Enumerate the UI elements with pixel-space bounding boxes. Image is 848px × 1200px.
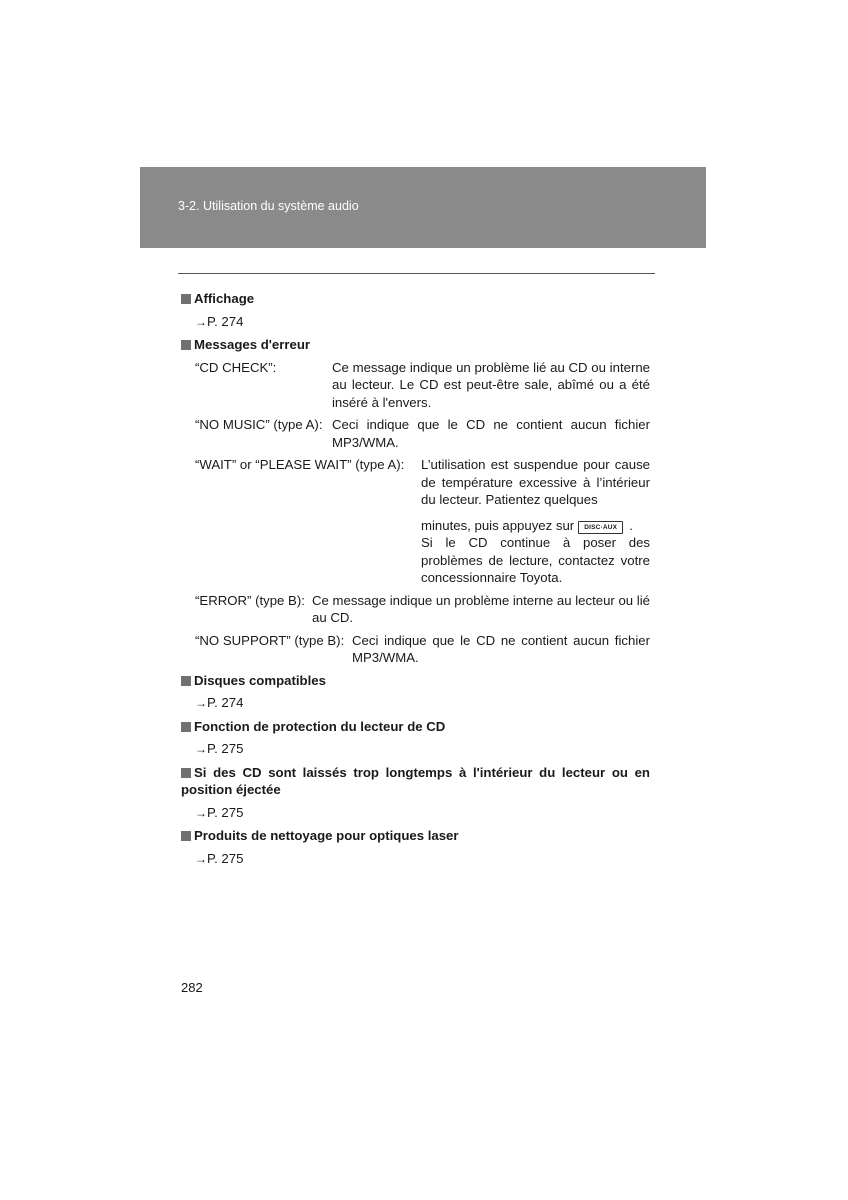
square-bullet-icon (181, 340, 191, 350)
arrow-icon: → (195, 805, 207, 820)
section-affichage (181, 290, 650, 331)
section-title: Si des CD sont laissés trop longtemps à l'intérieur du lecteur ou en position éjectée (181, 764, 650, 797)
error-label: “NO SUPPORT” (type B): (195, 632, 345, 648)
page-reference: →P. 275 (195, 804, 244, 820)
error-description: Ce message indique un problème interne au lecteur ou lié au CD. (312, 592, 650, 625)
error-label: “CD CHECK”: (195, 359, 277, 375)
section-title: Messages d'erreur (194, 337, 311, 352)
error-label: “ERROR” (type B): (195, 592, 305, 608)
arrow-icon: → (195, 696, 207, 710)
page-number: 282 (181, 980, 203, 995)
error-description: Ce message indique un problème lié au CD ou interne au lecteur. Le CD est peut-être sale, abîmé ou a été inséré à l'envers. (332, 359, 650, 410)
square-bullet-icon (181, 722, 191, 732)
error-item-no-support (181, 632, 650, 667)
section-title: Produits de nettoyage pour optiques laser (194, 828, 459, 843)
error-description: minutes, puis appuyez sur (421, 517, 575, 533)
section-title: Fonction de protection du lecteur de CD (194, 718, 446, 734)
error-item-wait: “WAIT” or “PLEASE WAIT” (type A): L’utilisation est suspendue pour cause de température excessive à l’intérieur du lecteur. Patientez quelques minutes, puis appuyez sur DISC·AUX . Si le CD continue à poser des problèmes de lecture, contactez votre concessionnaire Toyota. (195, 457, 650, 585)
arrow-icon: → (195, 742, 207, 756)
arrow-icon: → (195, 851, 207, 866)
square-bullet-icon (181, 676, 191, 686)
section-header-band (140, 167, 706, 248)
section-messages (181, 336, 650, 667)
section-title: Disques compatibles (194, 672, 326, 688)
error-item-cd-check (181, 359, 650, 412)
section-longtemps (181, 764, 650, 823)
page-reference: →P. 274 (195, 695, 244, 710)
divider-rule (178, 273, 655, 274)
error-description: Ceci indique que le CD ne contient aucun fichier MP3/WMA. (352, 632, 650, 665)
section-title: Affichage (194, 291, 255, 306)
disc-aux-button: DISC·AUX (578, 521, 623, 534)
square-bullet-icon (181, 294, 191, 304)
square-bullet-icon (181, 768, 191, 778)
error-item-error (181, 592, 650, 627)
section-protection (181, 718, 650, 759)
page-reference: →P. 274 (195, 313, 244, 329)
section-nettoyage (181, 827, 650, 868)
section-disques (181, 672, 650, 713)
arrow-icon: → (195, 314, 207, 329)
square-bullet-icon (181, 831, 191, 841)
section-header-title: 3-2. Utilisation du système audio (178, 199, 359, 213)
error-label: “WAIT” or “PLEASE WAIT” (type A): (195, 457, 405, 472)
page-content (181, 290, 650, 868)
page-reference: →P. 275 (195, 850, 244, 866)
error-item-no-music (181, 416, 650, 451)
error-description: Ceci indique que le CD ne contient aucun fichier MP3/WMA. (332, 417, 650, 450)
error-description: Si le CD continue à poser des problèmes de lecture, contactez votre concessionnaire Toyota. (421, 535, 650, 585)
error-description: L’utilisation est suspendue pour cause de température excessive à l’intérieur du lecteur. Patientez quelques (421, 457, 650, 507)
error-label: “NO MUSIC” (type A): (195, 417, 323, 432)
page-reference: →P. 275 (195, 741, 244, 756)
